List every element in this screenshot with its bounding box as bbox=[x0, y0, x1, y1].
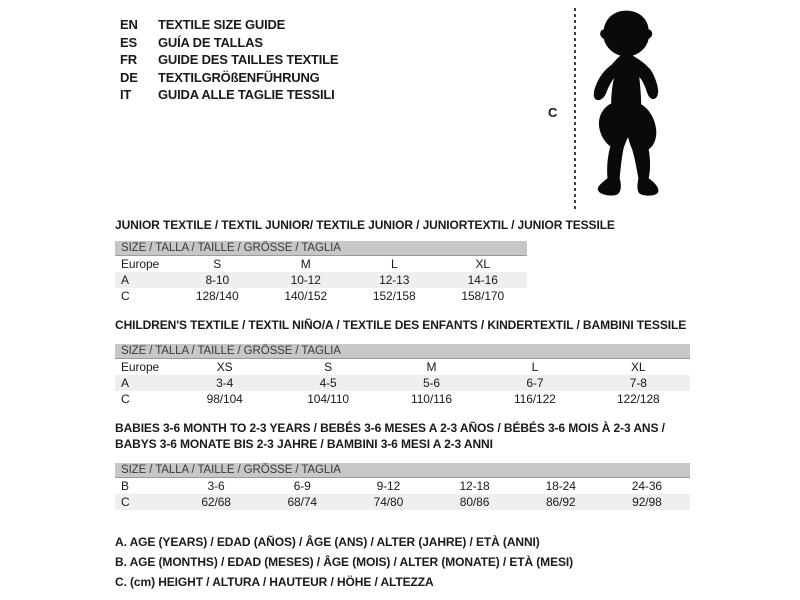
height-measure-label: C bbox=[548, 105, 558, 120]
cell-value: M bbox=[426, 359, 437, 374]
size-header-bar: SIZE / TALLA / TAILLE / GRÖSSE / TAGLIA bbox=[115, 344, 690, 359]
cell-value: 104/110 bbox=[307, 391, 349, 406]
language-title: GUIDA ALLE TAGLIE TESSILI bbox=[158, 87, 335, 103]
table-row bbox=[115, 375, 690, 391]
table-row bbox=[115, 478, 690, 494]
language-row bbox=[120, 51, 338, 69]
row-label: B bbox=[121, 479, 129, 493]
section-heading: BABIES 3-6 MONTH TO 2-3 YEARS / BEBÉS 3-6 MESES A 2-3 AÑOS / BÉBÉS 3-6 MOIS À 2-3 ANS / bbox=[115, 421, 665, 435]
language-row bbox=[120, 34, 338, 52]
size-table bbox=[115, 256, 527, 304]
language-title: TEXTILE SIZE GUIDE bbox=[158, 17, 286, 33]
section-heading: CHILDREN'S TEXTILE / TEXTIL NIÑO/A / TEXTILE DES ENFANTS / KINDERTEXTIL / BAMBINI TESSILE bbox=[115, 318, 687, 332]
section-junior bbox=[115, 218, 615, 304]
size-table-wrap bbox=[115, 463, 690, 510]
row-label: C bbox=[121, 495, 130, 509]
cell-value: 158/170 bbox=[461, 288, 505, 303]
cell-value: 110/116 bbox=[411, 391, 452, 406]
cell-value: XL bbox=[475, 256, 490, 271]
table-row bbox=[115, 359, 690, 375]
toddler-silhouette-icon bbox=[582, 6, 676, 212]
cell-value: M bbox=[300, 256, 311, 271]
size-table bbox=[115, 478, 690, 510]
language-code: FR bbox=[120, 52, 137, 68]
cell-value: 80/86 bbox=[459, 495, 490, 509]
cell-value: 4-5 bbox=[319, 375, 337, 390]
cell-value: 12-18 bbox=[459, 479, 490, 493]
language-code: EN bbox=[120, 17, 138, 33]
section-heading: BABYS 3-6 MONATE BIS 2-3 JAHRE / BAMBINI 3-6 MESI A 2-3 ANNI bbox=[115, 436, 493, 451]
table-row bbox=[115, 288, 527, 304]
language-row bbox=[120, 16, 338, 34]
section-babies bbox=[115, 421, 690, 510]
cell-value: XS bbox=[216, 359, 233, 374]
cell-value: 24-36 bbox=[631, 479, 662, 493]
cell-value: 152/158 bbox=[372, 288, 416, 303]
cell-value: L bbox=[531, 359, 539, 374]
cell-value: 6-9 bbox=[293, 479, 311, 493]
size-table-body bbox=[115, 359, 690, 407]
size-table-body bbox=[115, 256, 527, 304]
language-code: DE bbox=[120, 69, 138, 85]
cell-value: 74/80 bbox=[373, 495, 404, 509]
cell-value: 128/140 bbox=[195, 288, 239, 303]
row-label: C bbox=[121, 391, 130, 406]
row-label: C bbox=[121, 288, 130, 303]
row-label: A bbox=[121, 272, 129, 287]
language-title: GUIDE DES TAILLES TEXTILE bbox=[158, 52, 339, 68]
cell-value: 6-7 bbox=[526, 375, 544, 390]
language-title: TEXTILGRÖßENFÜHRUNG bbox=[158, 69, 320, 85]
cell-value: 5-6 bbox=[422, 375, 440, 390]
table-row bbox=[115, 272, 527, 288]
size-table-wrap bbox=[115, 344, 690, 407]
table-row bbox=[115, 391, 690, 407]
cell-value: 8-10 bbox=[205, 272, 230, 287]
cell-value: 10-12 bbox=[290, 272, 321, 287]
section-children bbox=[115, 318, 690, 407]
cell-value: 3-6 bbox=[207, 479, 225, 493]
cell-value: 9-12 bbox=[376, 479, 401, 493]
cell-value: 140/152 bbox=[284, 288, 328, 303]
cell-value: 92/98 bbox=[632, 495, 662, 509]
footnote: B. AGE (MONTHS) / EDAD (MESES) / ÂGE (MOIS) / ALTER (MONATE) / ETÀ (MESI) bbox=[115, 555, 574, 569]
row-label: A bbox=[121, 375, 129, 390]
cell-value: S bbox=[213, 256, 222, 271]
cell-value: 18-24 bbox=[545, 479, 576, 493]
language-code: ES bbox=[120, 34, 137, 50]
size-table bbox=[115, 359, 690, 407]
cell-value: 116/122 bbox=[513, 391, 556, 406]
cell-value: 86/92 bbox=[545, 495, 576, 509]
cell-value: 122/128 bbox=[616, 391, 660, 406]
language-code: IT bbox=[120, 87, 132, 103]
size-table-wrap bbox=[115, 241, 527, 304]
language-row bbox=[120, 86, 338, 104]
size-header-bar: SIZE / TALLA / TAILLE / GRÖSSE / TAGLIA bbox=[115, 463, 690, 478]
cell-value: L bbox=[390, 256, 398, 271]
language-row bbox=[120, 69, 338, 87]
cell-value: 3-4 bbox=[216, 375, 234, 390]
footnote: C. (cm) HEIGHT / ALTURA / HAUTEUR / HÖHE / ALTEZZA bbox=[115, 575, 434, 589]
table-row bbox=[115, 494, 690, 510]
size-header-bar: SIZE / TALLA / TAILLE / GRÖSSE / TAGLIA bbox=[115, 241, 527, 256]
cell-value: 12-13 bbox=[379, 272, 410, 287]
table-row bbox=[115, 256, 527, 272]
row-label: Europe bbox=[121, 256, 160, 271]
footnotes bbox=[115, 532, 573, 592]
cell-value: 98/104 bbox=[206, 391, 243, 406]
language-list bbox=[120, 16, 338, 104]
cell-value: 62/68 bbox=[201, 495, 231, 509]
language-title: GUÍA DE TALLAS bbox=[158, 34, 263, 50]
cell-value: 14-16 bbox=[467, 272, 498, 287]
cell-value: XL bbox=[631, 359, 646, 374]
footnote: A. AGE (YEARS) / EDAD (AÑOS) / ÂGE (ANS) / ALTER (JAHRE) / ETÀ (ANNI) bbox=[115, 535, 540, 549]
row-label: Europe bbox=[121, 359, 160, 374]
section-heading: JUNIOR TEXTILE / TEXTIL JUNIOR/ TEXTILE JUNIOR / JUNIORTEXTIL / JUNIOR TESSILE bbox=[115, 218, 615, 232]
cell-value: S bbox=[324, 359, 333, 374]
cell-value: 68/74 bbox=[287, 495, 317, 509]
cell-value: 7-8 bbox=[629, 375, 647, 390]
size-table-body bbox=[115, 478, 690, 510]
height-dashed-line bbox=[574, 8, 576, 209]
